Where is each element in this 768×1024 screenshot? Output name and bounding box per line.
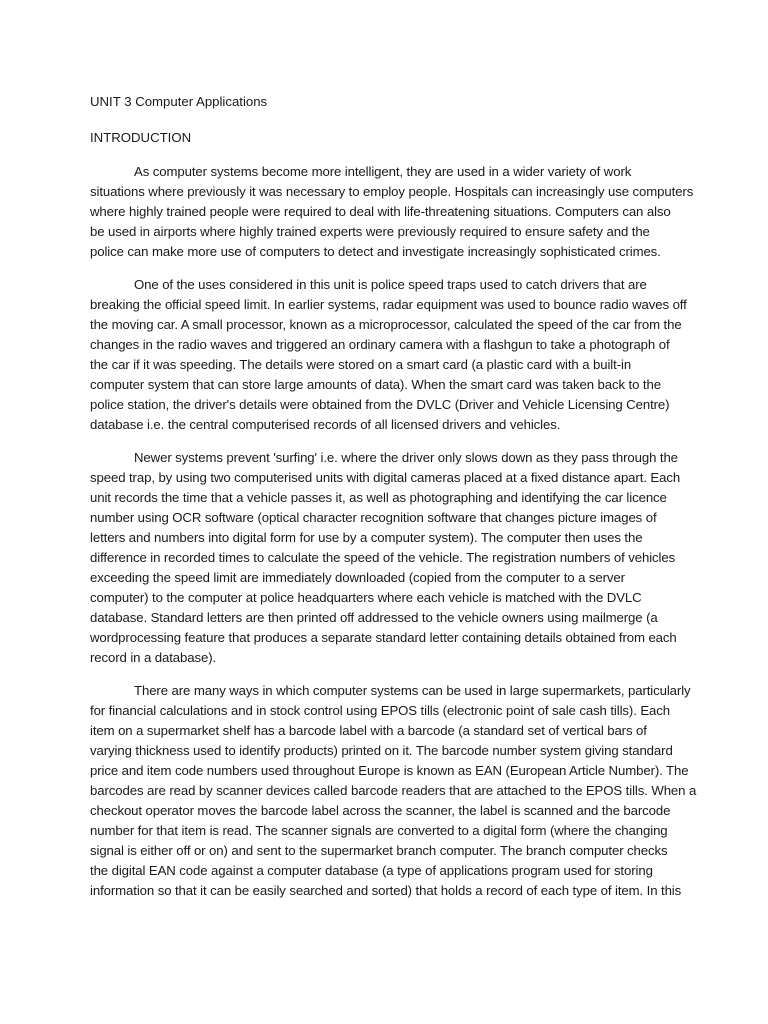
- text-line: One of the uses considered in this unit is police speed traps used to catch drivers that are: [134, 277, 647, 292]
- body-text: [90, 162, 697, 901]
- text-line: the car if it was speeding. The details were stored on a smart card (a plastic card with a built-in: [90, 357, 632, 372]
- text-line: As computer systems become more intelligent, they are used in a wider variety of work: [134, 164, 632, 179]
- text-line: number using OCR software (optical character recognition software that changes picture images of: [90, 510, 657, 525]
- text-line: barcodes are read by scanner devices called barcode readers that are attached to the EPOS tills. When a: [90, 783, 697, 798]
- text-line: situations where previously it was necessary to employ people. Hospitals can increasingly use computers: [90, 184, 694, 199]
- text-line: changes in the radio waves and triggered an ordinary camera with a flashgun to take a photograph of: [90, 337, 670, 352]
- paragraph: [90, 162, 694, 262]
- section-heading-introduction: INTRODUCTION: [90, 130, 192, 145]
- text-line: unit records the time that a vehicle passes it, as well as photographing and identifying the car licence: [90, 490, 667, 505]
- text-line: exceeding the speed limit are immediately downloaded (copied from the computer to a server: [90, 570, 625, 585]
- text-line: police station, the driver's details were obtained from the DVLC (Driver and Vehicle Licensing Centre): [90, 397, 670, 412]
- text-line: number for that item is read. The scanner signals are converted to a digital form (where the changing: [90, 823, 668, 838]
- text-line: checkout operator moves the barcode label across the scanner, the label is scanned and the barcode: [90, 803, 671, 818]
- text-line: price and item code numbers used throughout Europe is known as EAN (European Article Number). The: [90, 763, 689, 778]
- text-line: information so that it can be easily searched and sorted) that holds a record of each type of item. In this: [90, 883, 682, 898]
- text-line: for financial calculations and in stock control using EPOS tills (electronic point of sale cash tills). Each: [90, 703, 670, 718]
- text-line: There are many ways in which computer systems can be used in large supermarkets, particularly: [134, 683, 691, 698]
- text-line: signal is either off or on) and sent to the supermarket branch computer. The branch computer checks: [90, 843, 668, 858]
- text-line: the digital EAN code against a computer database (a type of applications program used for storing: [90, 863, 653, 878]
- paragraph: [90, 275, 687, 435]
- text-line: Newer systems prevent 'surfing' i.e. where the driver only slows down as they pass through the: [134, 450, 678, 465]
- paragraph: [90, 448, 681, 668]
- text-line: database. Standard letters are then printed off addressed to the vehicle owners using mailmerge (a: [90, 610, 658, 625]
- text-line: police can make more use of computers to detect and investigate increasingly sophisticated crimes.: [90, 244, 661, 259]
- text-line: computer system that can store large amounts of data). When the smart card was taken back to the: [90, 377, 661, 392]
- text-line: be used in airports where highly trained experts were previously required to ensure safety and the: [90, 224, 650, 239]
- text-line: letters and numbers into digital form for use by a computer system). The computer then uses the: [90, 530, 643, 545]
- text-line: item on a supermarket shelf has a barcode label with a barcode (a standard set of vertical bars of: [90, 723, 647, 738]
- paragraph: [90, 681, 697, 901]
- text-line: the moving car. A small processor, known as a microprocessor, calculated the speed of the car from the: [90, 317, 682, 332]
- text-line: computer) to the computer at police headquarters where each vehicle is matched with the DVLC: [90, 590, 642, 605]
- text-line: wordprocessing feature that produces a separate standard letter containing details obtained from each: [90, 630, 677, 645]
- text-line: difference in recorded times to calculate the speed of the vehicle. The registration numbers of vehicles: [90, 550, 676, 565]
- document-title: UNIT 3 Computer Applications: [90, 94, 268, 109]
- text-line: breaking the official speed limit. In earlier systems, radar equipment was used to bounce radio waves off: [90, 297, 687, 312]
- text-line: record in a database).: [90, 650, 217, 665]
- text-line: database i.e. the central computerised records of all licensed drivers and vehicles.: [90, 417, 561, 432]
- text-line: speed trap, by using two computerised units with digital cameras placed at a fixed distance apart. Each: [90, 470, 681, 485]
- text-line: varying thickness used to identify products) printed on it. The barcode number system giving standard: [90, 743, 673, 758]
- text-line: where highly trained people were required to deal with life-threatening situations. Computers can also: [90, 204, 671, 219]
